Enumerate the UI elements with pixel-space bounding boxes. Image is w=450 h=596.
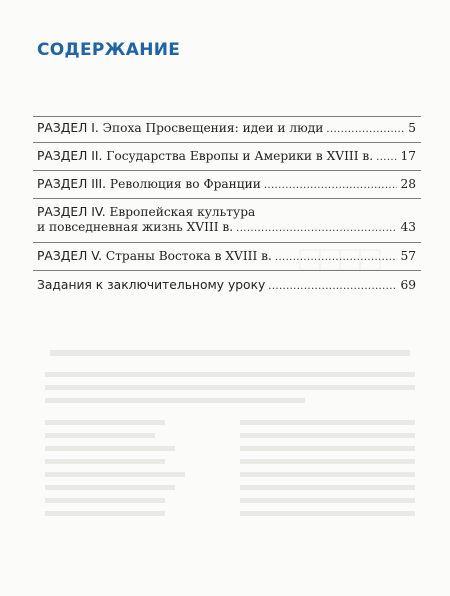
section-label: РАЗДЕЛ I. bbox=[37, 121, 99, 135]
page-number: 57 bbox=[400, 249, 416, 263]
dot-leader bbox=[264, 178, 398, 191]
dot-leader bbox=[326, 122, 405, 135]
page-number: 28 bbox=[400, 177, 416, 191]
page-number: 69 bbox=[400, 278, 416, 292]
dot-leader bbox=[275, 250, 398, 263]
section-label: РАЗДЕЛ V. bbox=[37, 249, 102, 263]
divider bbox=[33, 116, 421, 117]
toc-entry-5[interactable] bbox=[37, 249, 416, 264]
section-label: РАЗДЕЛ IV. bbox=[37, 205, 106, 219]
page-number: 17 bbox=[400, 149, 416, 163]
toc-entry-4[interactable] bbox=[37, 205, 416, 235]
divider bbox=[33, 198, 421, 199]
entry-title: Революция во Франции bbox=[109, 177, 261, 191]
divider bbox=[33, 142, 421, 143]
entry-title: Страны Востока в XVIII в. bbox=[105, 249, 272, 263]
toc-entry-2[interactable] bbox=[37, 149, 416, 164]
toc-entry-3[interactable] bbox=[37, 177, 416, 192]
page-number: 5 bbox=[408, 121, 416, 135]
entry-title: Задания к заключительному уроку bbox=[37, 278, 266, 292]
entry-title: Государства Европы и Америки в XVIII в. bbox=[106, 149, 374, 163]
entry-title-line2: и повседневная жизнь XVIII в. bbox=[37, 220, 234, 234]
divider bbox=[33, 170, 421, 171]
toc-entry-1[interactable] bbox=[37, 121, 416, 136]
section-label: РАЗДЕЛ III. bbox=[37, 177, 107, 191]
dot-leader bbox=[236, 221, 397, 234]
page-title: СОДЕРЖАНИЕ bbox=[37, 40, 181, 60]
section-label: РАЗДЕЛ II. bbox=[37, 149, 103, 163]
divider bbox=[33, 242, 421, 243]
page-number: 43 bbox=[400, 220, 416, 234]
entry-title: Европейская культура bbox=[109, 205, 256, 219]
entry-title: Эпоха Просвещения: идеи и люди bbox=[102, 121, 324, 135]
toc-entry-6[interactable] bbox=[37, 278, 416, 293]
dot-leader bbox=[268, 279, 397, 292]
dot-leader bbox=[376, 150, 397, 163]
divider bbox=[33, 270, 421, 271]
